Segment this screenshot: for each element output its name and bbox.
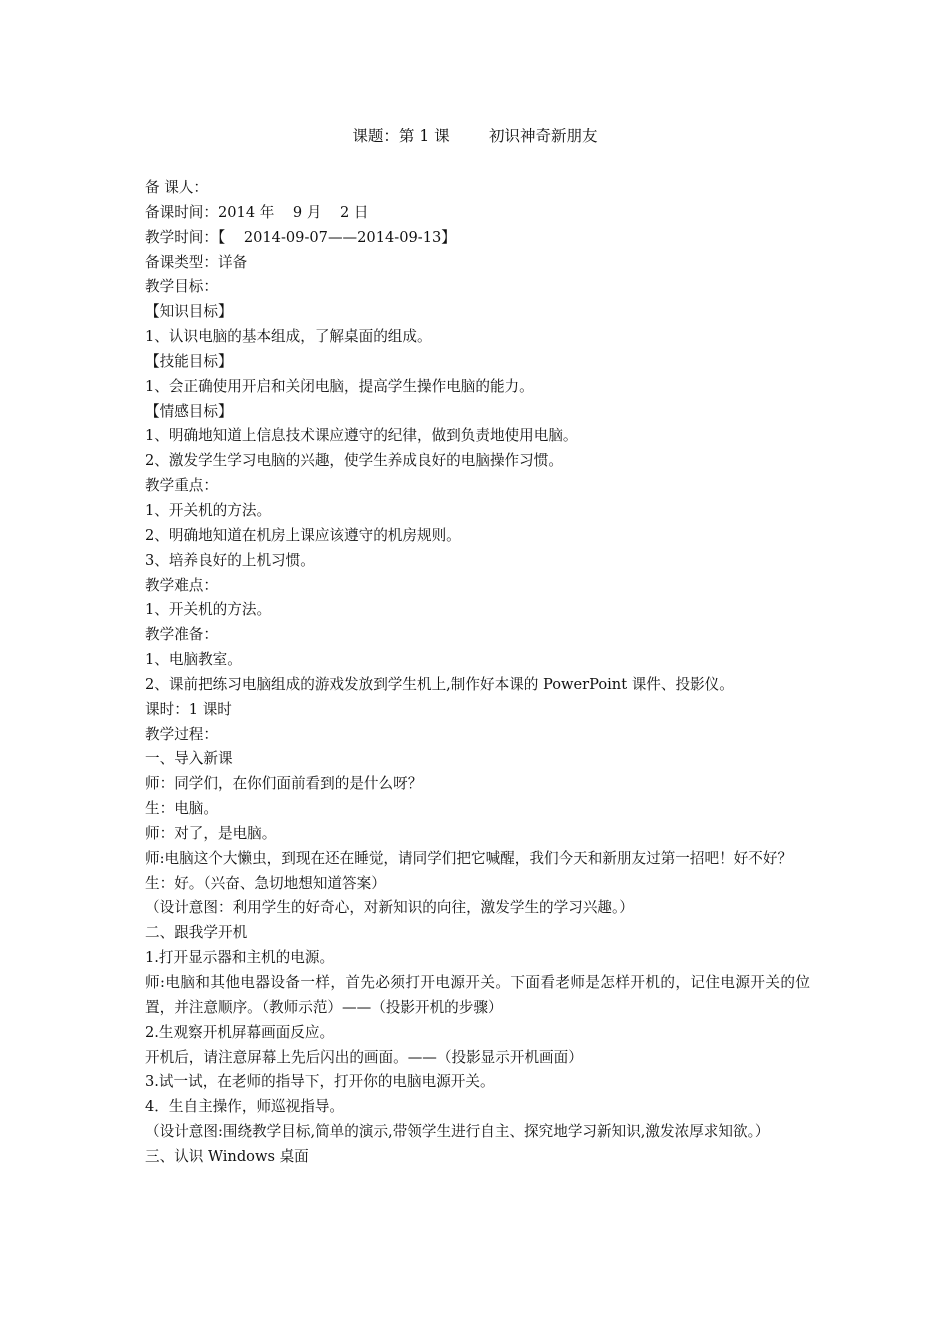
text-line: 1、电脑教室。: [145, 651, 242, 669]
text-line: 2、明确地知道在机房上课应该遵守的机房规则。: [145, 526, 461, 544]
text-line: 1、开关机的方法。: [145, 501, 272, 519]
text-line: 师:电脑这个大懒虫，到现在还在睡觉，请同学们把它喊醒，我们今天和新朋友过第一招吧！好不好？: [145, 849, 793, 867]
text-line: 三、认识 Windows 桌面: [145, 1147, 309, 1165]
text-line: 生：电脑。: [145, 800, 218, 818]
text-line: 备 课人：: [145, 179, 209, 196]
text-line: 教学过程：: [145, 725, 218, 743]
text-line: 备课类型：详备: [145, 253, 248, 271]
text-line: 二、跟我学开机: [145, 924, 248, 942]
text-line: 1、明确地知道上信息技术课应遵守的纪律，做到负责地使用电脑。: [145, 427, 578, 445]
text-line: 2、课前把练习电脑组成的游戏发放到学生机上,制作好本课的 PowerPoint 课件、投影仪。: [145, 675, 734, 693]
text-line: 教学时间：【 2014-09-07——2014-09-13】: [145, 228, 456, 246]
text-line: 教学目标：: [145, 278, 218, 296]
text-line: 【技能目标】: [145, 352, 233, 370]
text-line: 一、导入新课: [145, 750, 233, 768]
text-line: 2、激发学生学习电脑的兴趣，使学生养成良好的电脑操作习惯。: [145, 452, 563, 470]
text-line: 开机后，请注意屏幕上先后闪出的画面。——（投影显示开机画面）: [145, 1048, 583, 1066]
text-line: 1.打开显示器和主机的电源。: [145, 949, 335, 967]
text-line: 师：对了，是电脑。: [145, 824, 277, 842]
text-line: 3、培养良好的上机习惯。: [145, 551, 315, 569]
text-line: 3.试一试，在老师的指导下，打开你的电脑电源开关。: [145, 1073, 495, 1091]
text-line: 师：同学们，在你们面前看到的是什么呀？: [145, 775, 423, 793]
text-line: 【情感目标】: [145, 402, 233, 420]
text-line: 1、会正确使用开启和关闭电脑，提高学生操作电脑的能力。: [145, 377, 534, 395]
text-line: 1、开关机的方法。: [145, 601, 272, 619]
text-line: 师:电脑和其他电器设备一样，首先必须打开电源开关。下面看老师是怎样开机的，记住电源开关的位置，并注意顺序。（教师示范）——（投影开机的步骤）: [145, 974, 810, 1016]
text-line: 教学准备：: [145, 626, 218, 644]
text-line: 教学难点：: [145, 576, 218, 594]
lesson-title: 课题：第 1 课 初识神奇新朋友: [352, 127, 598, 145]
text-line: 教学重点：: [145, 477, 218, 495]
text-line: （设计意图：利用学生的好奇心，对新知识的向往，激发学生的学习兴趣。）: [145, 899, 634, 917]
lesson-body: [145, 176, 810, 1170]
text-line: 生：好。（兴奋、急切地想知道答案）: [145, 874, 386, 892]
text-line: 课时：1 课时: [145, 700, 232, 718]
text-line: 【知识目标】: [145, 303, 233, 321]
text-line: （设计意图:围绕教学目标,简单的演示,带领学生进行自主、探究地学习新知识,激发浓厚求知欲。）: [145, 1123, 770, 1141]
text-line: 1、认识电脑的基本组成，了解桌面的组成。: [145, 328, 432, 346]
text-line: 2.生观察开机屏幕画面反应。: [145, 1023, 335, 1041]
text-line: 4．生自主操作，师巡视指导。: [145, 1098, 345, 1116]
text-line: 备课时间：2014 年 9 月 2 日: [145, 203, 369, 221]
